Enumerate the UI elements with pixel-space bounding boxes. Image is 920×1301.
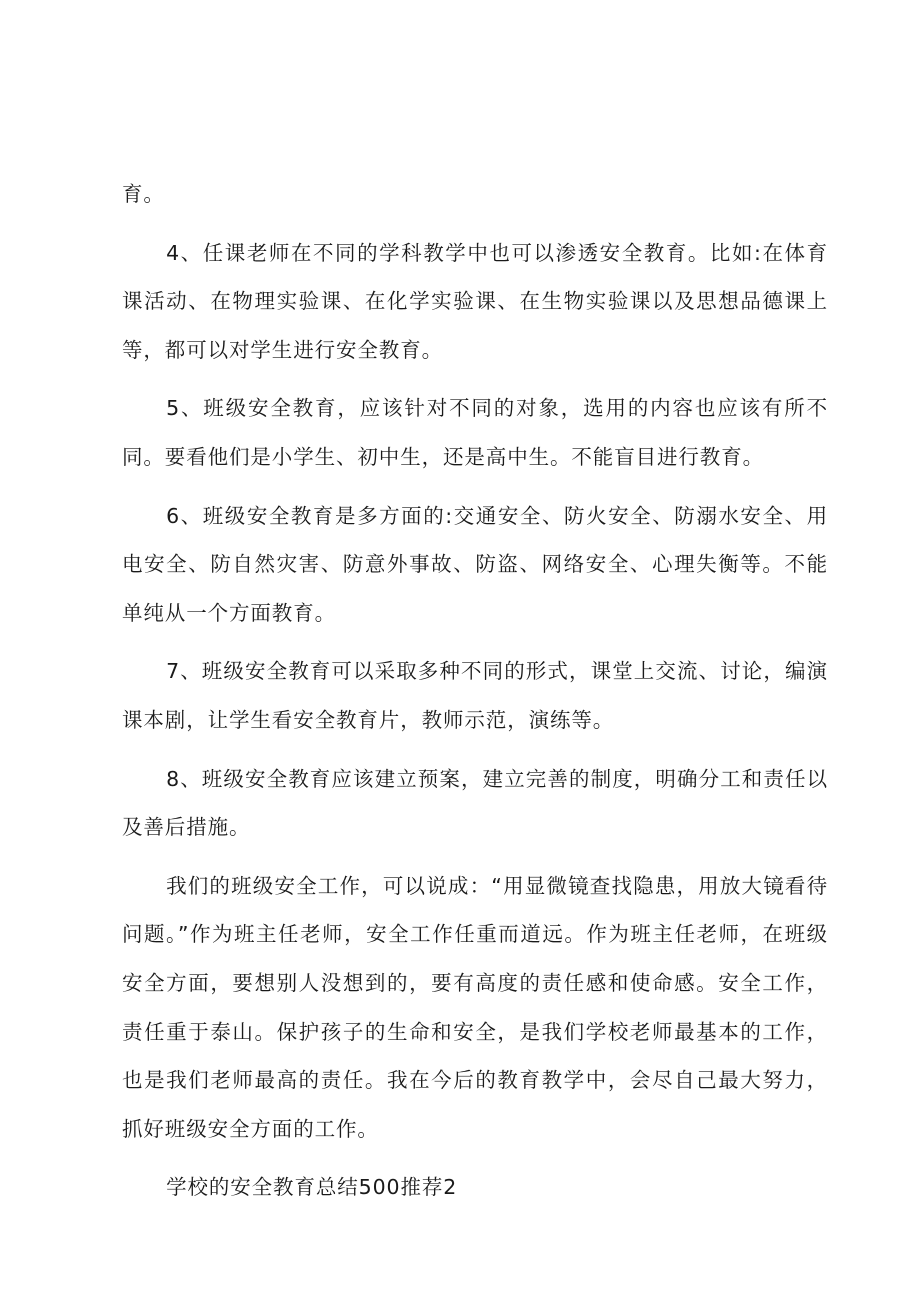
paragraph-item-6: 6、班级安全教育是多方面的:交通安全、防火安全、防溺水安全、用电安全、防自然灾害、防意外事故、防盗、网络安全、心理失衡等。不能单纯从一个方面教育。 <box>122 503 828 625</box>
paragraph-item-8: 8、班级安全教育应该建立预案，建立完善的制度，明确分工和责任以及善后措施。 <box>122 766 828 840</box>
paragraph-item-4: 4、任课老师在不同的学科教学中也可以渗透安全教育。比如:在体育课活动、在物理实验课、在化学实验课、在生物实验课以及思想品德课上等，都可以对学生进行安全教育。 <box>122 240 828 362</box>
paragraph-summary: 我们的班级安全工作，可以说成：“用显微镜查找隐患，用放大镜看待问题。”作为班主任老师，安全工作任重而道远。作为班主任老师，在班级安全方面，要想别人没想到的，要有高度的责任感和使命感。安全工作，责任重于泰山。保护孩子的生命和安全，是我们学校老师最基本的工作，也是我们老师最高的责任。我在今后的教育教学中，会尽自己最大努力，抓好班级安全方面的工作。 <box>122 873 828 1141</box>
section-heading: 学校的安全教育总结500推荐2 <box>166 1175 458 1200</box>
paragraph-item-7: 7、班级安全教育可以采取多种不同的形式，课堂上交流、讨论，编演课本剧，让学生看安全教育片，教师示范，演练等。 <box>122 659 828 732</box>
paragraph-item-5: 5、班级安全教育，应该针对不同的对象，选用的内容也应该有所不同。要看他们是小学生、初中生，还是高中生。不能盲目进行教育。 <box>122 396 828 469</box>
paragraph-continuation: 育。 <box>122 182 165 206</box>
document-body <box>122 170 828 1212</box>
